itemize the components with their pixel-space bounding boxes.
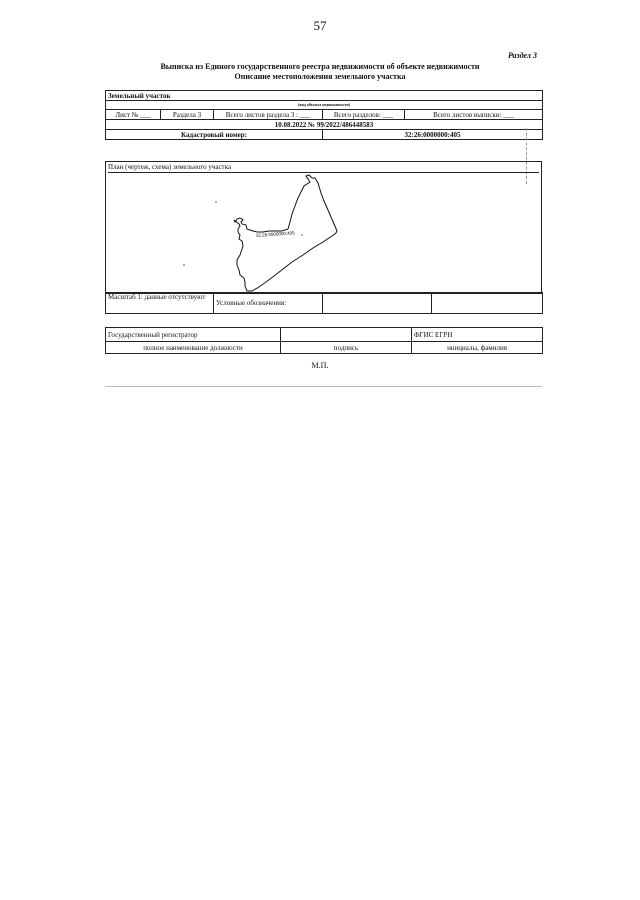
object-type: Земельный участок xyxy=(106,91,543,101)
stamp-place: М.П. xyxy=(311,361,329,370)
sheet-number: Лист № ___ xyxy=(106,110,161,120)
initials-caption: инициалы, фамилия xyxy=(412,342,543,354)
registry-system: ФГИС ЕГРН xyxy=(412,328,543,342)
registrar-position: Государственный регистратор xyxy=(106,328,281,342)
section-number: Раздела 3 xyxy=(161,110,214,120)
plan-header: План (чертеж, схема) земельного участка xyxy=(108,163,539,173)
parcel-label: 32:26:0000000:405 xyxy=(255,230,295,238)
signature-table xyxy=(105,327,543,354)
plan-footer-table xyxy=(105,292,543,314)
legend-cell-2 xyxy=(432,293,543,314)
cadastral-number-value: 32:26:0000000:405 xyxy=(323,130,543,140)
section-label: Раздел 3 xyxy=(507,51,537,60)
page-number: 57 xyxy=(313,18,327,33)
legend-cell-1 xyxy=(323,293,432,314)
position-caption: полное наименование должности xyxy=(106,342,281,354)
main-table xyxy=(105,90,543,140)
document-subtitle: Описание местоположения земельного участка xyxy=(234,72,406,81)
total-sheets: Всего листов выписки: ___ xyxy=(405,110,543,120)
bottom-rule xyxy=(105,386,542,387)
signature-caption: подпись xyxy=(281,342,412,354)
scale-label: Масштаб 1: данные отсутствуют xyxy=(106,293,214,314)
parcel-map xyxy=(106,162,541,293)
total-sections: Всего разделов: ___ xyxy=(323,110,405,120)
plan-box xyxy=(105,161,542,294)
date-and-number: 10.08.2022 № 99/2022/486448583 xyxy=(106,120,543,130)
cadastral-number-label: Кадастровый номер: xyxy=(106,130,323,140)
document-title: Выписка из Единого государственного реестра недвижимости об объекте недвижимости xyxy=(160,62,480,71)
object-type-caption: (вид объекта недвижимости) xyxy=(106,101,543,110)
signature-cell xyxy=(281,328,412,342)
legend-label: Условные обозначения: xyxy=(214,293,323,314)
sheets-in-section: Всего листов раздела 3 : ___ xyxy=(214,110,323,120)
